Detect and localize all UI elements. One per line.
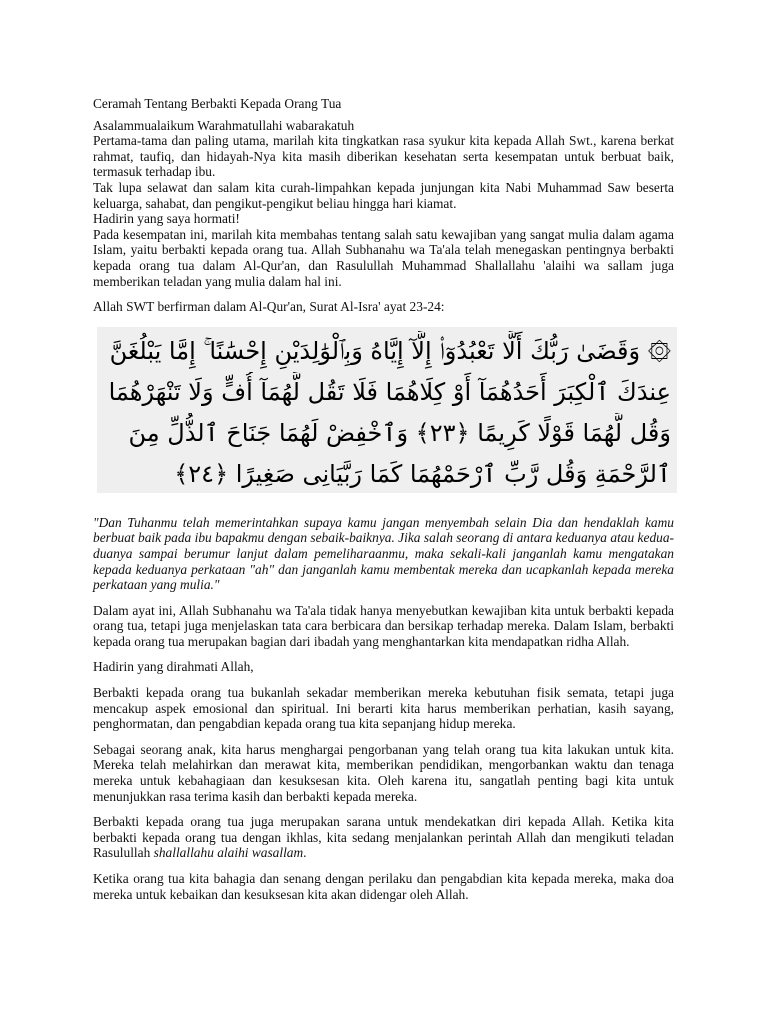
- greeting: Asalammualaikum Warahmatullahi wabarakatuh: [93, 117, 355, 133]
- quran-verse-image: [97, 327, 677, 493]
- audience-address: Hadirin yang saya hormati!: [93, 211, 240, 227]
- arabic-verse-line: ٱلرَّحْمَةِ وَقُل رَّبِّ ٱرْحَمْهُمَا كَمَا رَبَّيَانِى صَغِيرًا ﴿٢٤﴾: [174, 459, 671, 488]
- verse-translation: "Dan Tuhanmu telah memerintahkan supaya kamu jangan menyembah selain Dia dan hendaklah kamu berbuat baik pada ibu bapakmu dengan sebaik-baiknya. Jika salah seorang di antara keduanya atau kedua-duanya sampai berumur lanjut dalam pemeliharaanmu, maka sekali-kali janganlah kamu mengatakan kepada keduanya perkataan "ah" dan janganlah kamu membentak mereka dan ucapkanlah kepada mereka perkataan yang mulia.": [93, 514, 674, 593]
- audience-address: Hadirin yang dirahmati Allah,: [93, 659, 254, 675]
- body-paragraph: Dalam ayat ini, Allah Subhanahu wa Ta'ala tidak hanya menyebutkan kewajiban kita untuk berbakti kepada orang tua, tetapi juga menjelaskan tata cara berbicara dan bersikap terhadap mereka. Dalam Islam, berbakti kepada orang tua merupakan bagian dari ibadah yang menghantarkan kita mendapatkan ridha Allah.: [93, 602, 674, 649]
- opening-paragraph: Pertama-tama dan paling utama, marilah kita tingkatkan rasa syukur kita kepada Allah Swt., karena berkat rahmat, taufiq, dan hidayah-Nya kita masih diberikan kesehatan serta kesempatan untuk berbuat baik, termasuk terhadap ibu.: [93, 133, 674, 180]
- arabic-verse-line: عِندَكَ ٱلْكِبَرَ أَحَدُهُمَآ أَوْ كِلَاهُمَا فَلَا تَقُل لَّهُمَآ أُفٍّ وَلَا تَنْهَرْهُمَا: [108, 377, 671, 406]
- document-body: [93, 96, 674, 902]
- verse-intro: Allah SWT berfirman dalam Al-Qur'an, Surat Al-Isra' ayat 23-24:: [93, 299, 445, 315]
- body-paragraph: [93, 814, 674, 861]
- arabic-verse-line: ۞ وَقَضَىٰ رَبُّكَ أَلَّا تَعْبُدُوٓا۟ إِلَّآ إِيَّاهُ وَبِٱلْوَٰلِدَيْنِ إِحْسَٰنًا ۚ إِمَّا يَبْلُغَنَّ: [109, 336, 671, 365]
- body-paragraph: Berbakti kepada orang tua bukanlah sekadar memberikan mereka kebutuhan fisik semata, tetapi juga mencakup aspek emosional dan spiritual. Ini berarti kita harus memberikan perhatian, kasih sayang, penghormatan, dan pengabdian kepada orang tua kita sepanjang hidup mereka.: [93, 685, 674, 732]
- topic-paragraph: Pada kesempatan ini, marilah kita membahas tentang salah satu kewajiban yang sangat mulia dalam agama Islam, yaitu berbakti kepada orang tua. Allah Subhanahu wa Ta'ala telah menegaskan pentingnya berbakti kepada orang tua dalam Al-Qur'an, dan Rasulullah Muhammad Shallallahu 'alaihi wa sallam juga memberikan teladan yang mulia dalam hal ini.: [93, 226, 674, 289]
- closing-paragraph: Ketika orang tua kita bahagia dan senang dengan perilaku dan pengabdian kita kepada mereka, maka doa mereka untuk kebaikan dan kesuksesan kita akan didengar oleh Allah.: [93, 871, 674, 902]
- arabic-verse-line: وَقُل لَّهُمَا قَوْلًا كَرِيمًا ﴿٢٣﴾ وَٱخْفِضْ لَهُمَا جَنَاحَ ٱلذُّلِّ مِنَ: [128, 418, 671, 447]
- salawat-phrase: shallallahu alaihi wasallam: [153, 845, 304, 861]
- document-title: Ceramah Tentang Berbakti Kepada Orang Tua: [93, 96, 342, 111]
- paragraph-text: .: [303, 845, 307, 861]
- body-paragraph: Sebagai seorang anak, kita harus menghargai pengorbanan yang telah orang tua kita lakukan untuk kita. Mereka telah melahirkan dan merawat kita, memberikan pendidikan, mengorbankan waktu dan tenaga mereka untuk kebahagiaan dan kesuksesan kita. Oleh karena itu, sangatlah penting bagi kita untuk menunjukkan rasa terima kasih dan berbakti kepada mereka.: [93, 741, 674, 804]
- paragraph-text: Berbakti kepada orang tua juga merupakan sarana untuk mendekatkan diri kepada Allah. Ketika kita berbakti kepada orang tua dengan ikhlas, kita sedang menjalankan perintah Allah dan mengikuti teladan Rasulullah: [93, 814, 674, 861]
- salawat-paragraph: Tak lupa selawat dan salam kita curah-limpahkan kepada junjungan kita Nabi Muhammad Saw beserta keluarga, sahabat, dan pengikut-pengikut beliau hingga hari kiamat.: [93, 179, 674, 211]
